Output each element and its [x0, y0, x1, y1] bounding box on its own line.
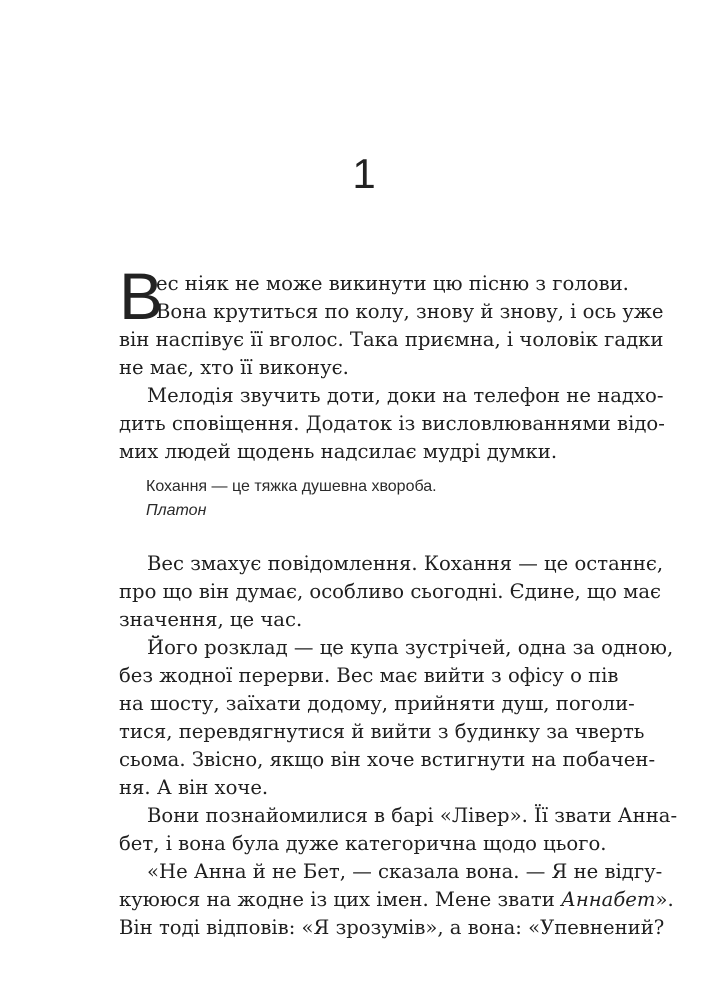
- text-line: бет, і вона була дуже категорична щодо цього.: [119, 832, 607, 855]
- text-line: Вона крутиться по колу, знову й знову, і ось уже: [156, 300, 664, 323]
- drop-cap: В: [119, 259, 164, 333]
- text-line: не має, хто її виконує.: [119, 356, 349, 379]
- text-run: куююся на жодне із цих імен. Мене звати: [119, 888, 561, 911]
- text-line: він наспівує її вголос. Така приємна, і чоловік гадки: [119, 328, 664, 351]
- text-line: Мелодія звучить доти, доки на телефон не надхо-: [147, 384, 664, 407]
- text-line: на шосту, заїхати додому, прийняти душ, поголи-: [119, 692, 635, 715]
- text-line: Він тоді відповів: «Я зрозумів», а вона: «Упевнений?: [119, 916, 665, 939]
- chapter-number: 1: [352, 150, 376, 197]
- text-line: дить сповіщення. Додаток із висловлюваннями відо-: [119, 412, 665, 435]
- text-line: сьома. Звісно, якщо він хоче встигнути на побачен-: [119, 748, 656, 771]
- text-line: тися, перевдягнутися й вийти з будинку за чверть: [119, 720, 645, 743]
- text-line: ня. А він хоче.: [119, 776, 269, 799]
- text-line: Його розклад — це купа зустрічей, одна за одною,: [147, 636, 674, 659]
- emphasized-name: Аннабет: [561, 888, 656, 911]
- epigraph-quote: Кохання — це тяжка душевна хвороба.: [146, 478, 437, 495]
- text-line: [119, 886, 674, 914]
- text-line: Вони познайомилися в барі «Лівер». Її звати Анна-: [147, 804, 678, 827]
- text-line: про що він думає, особливо сьогодні. Єдине, що має: [119, 580, 662, 603]
- text-line: ес ніяк не може викинути цю пісню з голови.: [156, 272, 629, 295]
- text-line: без жодної перерви. Вес має вийти з офісу о пів: [119, 664, 619, 687]
- text-line: значення, це час.: [119, 608, 303, 631]
- text-run: ».: [655, 888, 674, 911]
- text-line: мих людей щодень надсилає мудрі думки.: [119, 440, 558, 463]
- epigraph-author: Платон: [146, 502, 207, 519]
- text-line: «Не Анна й не Бет, — сказала вона. — Я не відгу-: [147, 860, 663, 883]
- text-line: Вес змахує повідомлення. Кохання — це останнє,: [147, 552, 664, 575]
